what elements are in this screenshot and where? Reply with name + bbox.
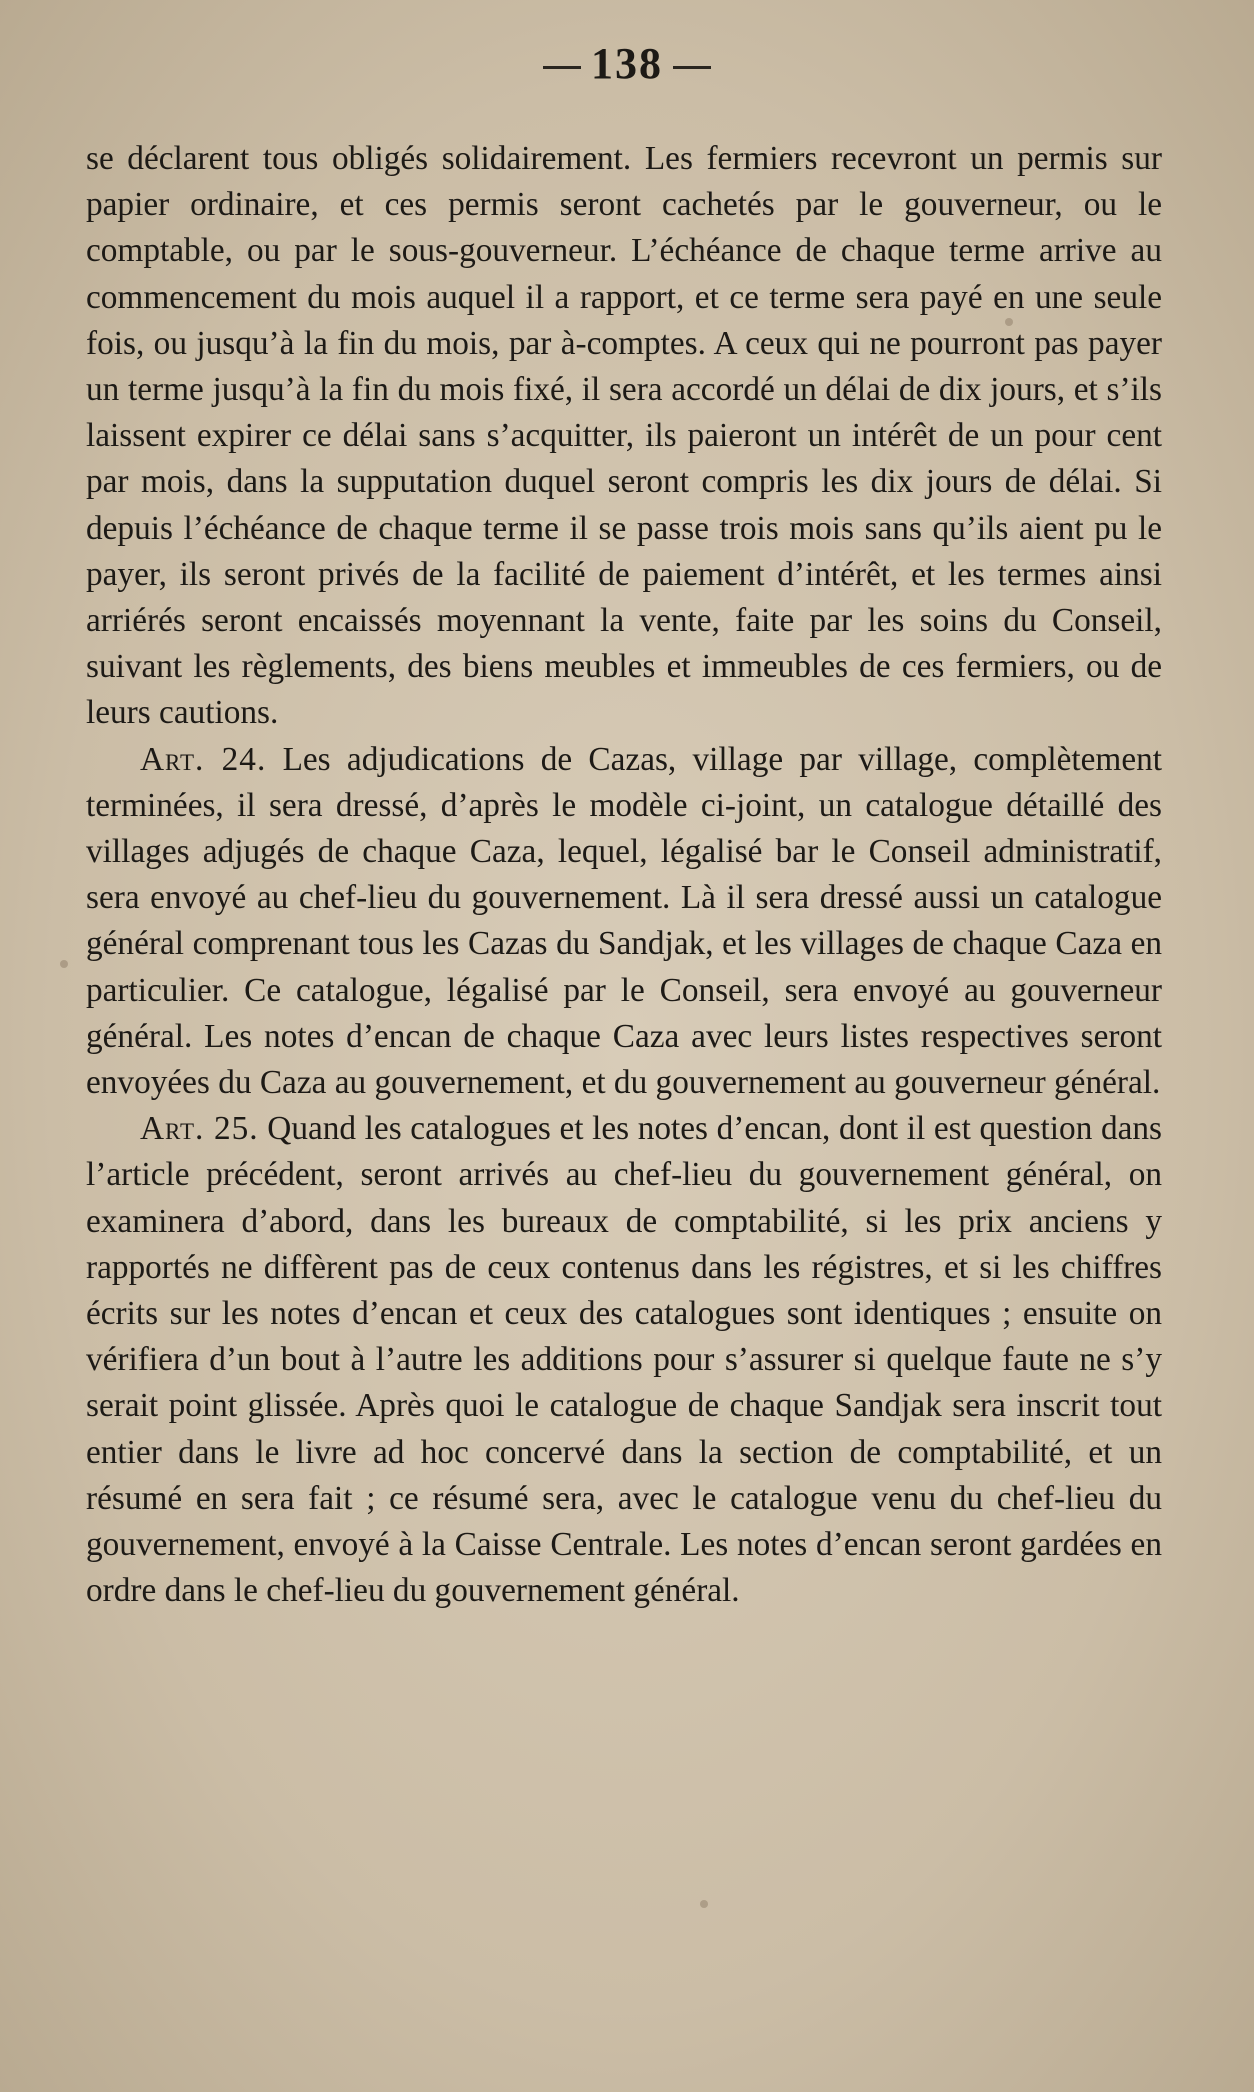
paragraph-text: se déclarent tous obligés solidairement. Les fermiers recevront un permis sur papier ordinaire, et ces permis seront cachetés par le gouverneur, ou le comptable, ou par le sous-gouverneur. L’échéance de chaque terme arrive au commencement du mois auquel il a rapport, et ce terme sera payé en une seule fois, ou jusqu’à la fin du mois, par à-comptes. A ceux qui ne pourront pas payer un terme jusqu’à la fin du mois fixé, il sera accordé un délai de dix jours, et s’ils laissent expirer ce délai sans s’acquitter, ils paieront un intérêt de un pour cent par mois, dans la supputation duquel seront compris les dix jours de délai. Si depuis l’échéance de chaque terme il se passe trois mois sans qu’ils aient pu le payer, ils seront privés de la facilité de paiement d’intérêt, et les termes ainsi arriérés seront encaissés moyennant la vente, faite par les soins du Conseil, suivant les règlements, des biens meubles et immeubles de ces fermiers, ou de leurs cautions.	[86, 140, 1162, 732]
paper-speck	[700, 1900, 708, 1908]
article-label: Art. 24.	[140, 740, 267, 778]
paper-speck	[1005, 318, 1013, 326]
paragraph-text: Quand les catalogues et les notes d’encan, dont il est question dans l’article précédent, seront arrivés au chef-lieu du gouvernement général, on examinera d’abord, dans les bureaux de comptabilité, si les prix anciens y rapportés ne diffèrent pas de ceux contenus dans les régistres, et si les chiffres écrits sur les notes d’encan et ceux des catalogues sont identiques ; ensuite on vérifiera d’un bout à l’autre les additions pour s’assurer si quelque faute ne s’y serait point glissée. Après quoi le catalogue de chaque Sandjak sera inscrit tout entier dans le livre ad hoc concervé dans la section de comptabilité, et un résumé en sera fait ; ce résumé sera, avec le catalogue venu du chef-lieu du gouvernement, envoyé à la Caisse Centrale. Les notes d’encan seront gardées en ordre dans le chef-lieu du gouvernement général.	[86, 1110, 1163, 1610]
paragraph-continuation	[86, 136, 1162, 737]
header-dash-right	[673, 66, 711, 69]
header-dash-left	[543, 66, 581, 69]
body-text	[86, 136, 1162, 1615]
paragraph-article-25	[86, 1106, 1162, 1614]
page-number-text: 138	[591, 39, 663, 88]
page-number	[0, 38, 1254, 89]
paragraph-article-24	[86, 737, 1162, 1107]
paper-speck	[60, 960, 68, 968]
paragraph-text: Les adjudications de Cazas, village par village, complètement terminées, il sera dressé, d’après le modèle ci-joint, un catalogue détaillé des villages adjugés de chaque Caza, lequel, légalisé bar le Conseil administratif, sera envoyé au chef-lieu du gouvernement. Là il sera dressé aussi un catalogue général comprenant tous les Cazas du Sandjak, et les villages de chaque Caza en particulier. Ce catalogue, légalisé par le Conseil, sera envoyé au gouverneur général. Les notes d’encan de chaque Caza avec leurs listes respectives seront envoyées du Caza au gouvernement, et du gouvernement au gouverneur général.	[86, 740, 1163, 1102]
article-label: Art. 25.	[140, 1110, 259, 1148]
